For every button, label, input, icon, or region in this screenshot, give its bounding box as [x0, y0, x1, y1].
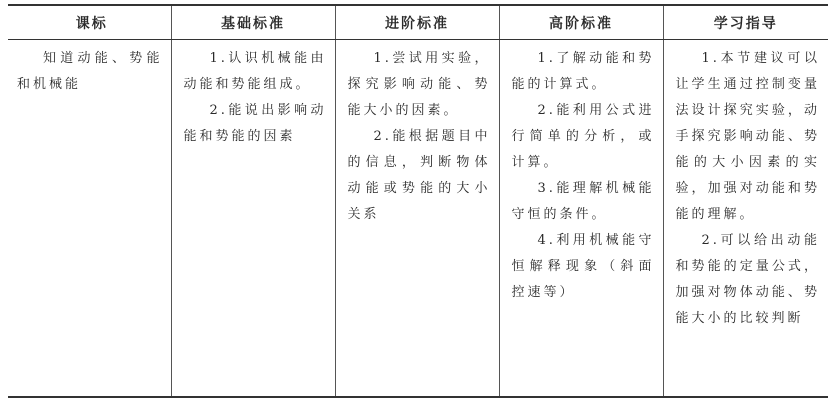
header-high-standard: 高阶标准: [499, 5, 663, 40]
cell-item: 2.能说出影响动能和势能的因素: [183, 103, 327, 144]
cell-text: 知道动能、势能和机械能: [17, 51, 163, 92]
cell-item: 1.尝试用实验，探究影响动能、势能大小的因素。: [347, 51, 491, 118]
cell-high-standard: [499, 40, 663, 398]
cell-basic-standard: [171, 40, 335, 398]
cell-item: 4.利用机械能守恒解释现象（斜面控速等）: [511, 233, 655, 300]
cell-item: 1.本节建议可以让学生通过控制变量法设计探究实验，动手探究影响动能、势能的大小因素的实验，加强对动能和势能的理解。: [675, 51, 820, 222]
cell-item: 1.了解动能和势能的计算式。: [511, 51, 655, 92]
table-row: [8, 40, 828, 398]
cell-item: 2.能利用公式进行简单的分析，或计算。: [511, 103, 655, 170]
cell-item: 1.认识机械能由动能和势能组成。: [183, 51, 327, 92]
cell-study-guide: [663, 40, 828, 398]
cell-item: 2.可以给出动能和势能的定量公式，加强对物体动能、势能大小的比较判断: [675, 233, 820, 326]
header-basic-standard: 基础标准: [171, 5, 335, 40]
cell-item: 2.能根据题目中的信息，判断物体动能或势能的大小关系: [347, 129, 491, 222]
header-advanced-standard: 进阶标准: [335, 5, 499, 40]
cell-advanced-standard: [335, 40, 499, 398]
standards-table: [8, 4, 828, 398]
cell-item: 3.能理解机械能守恒的条件。: [511, 181, 655, 222]
header-study-guide: 学习指导: [663, 5, 828, 40]
cell-curriculum: [8, 40, 171, 398]
header-row: [8, 5, 828, 40]
header-curriculum: 课标: [8, 5, 171, 40]
